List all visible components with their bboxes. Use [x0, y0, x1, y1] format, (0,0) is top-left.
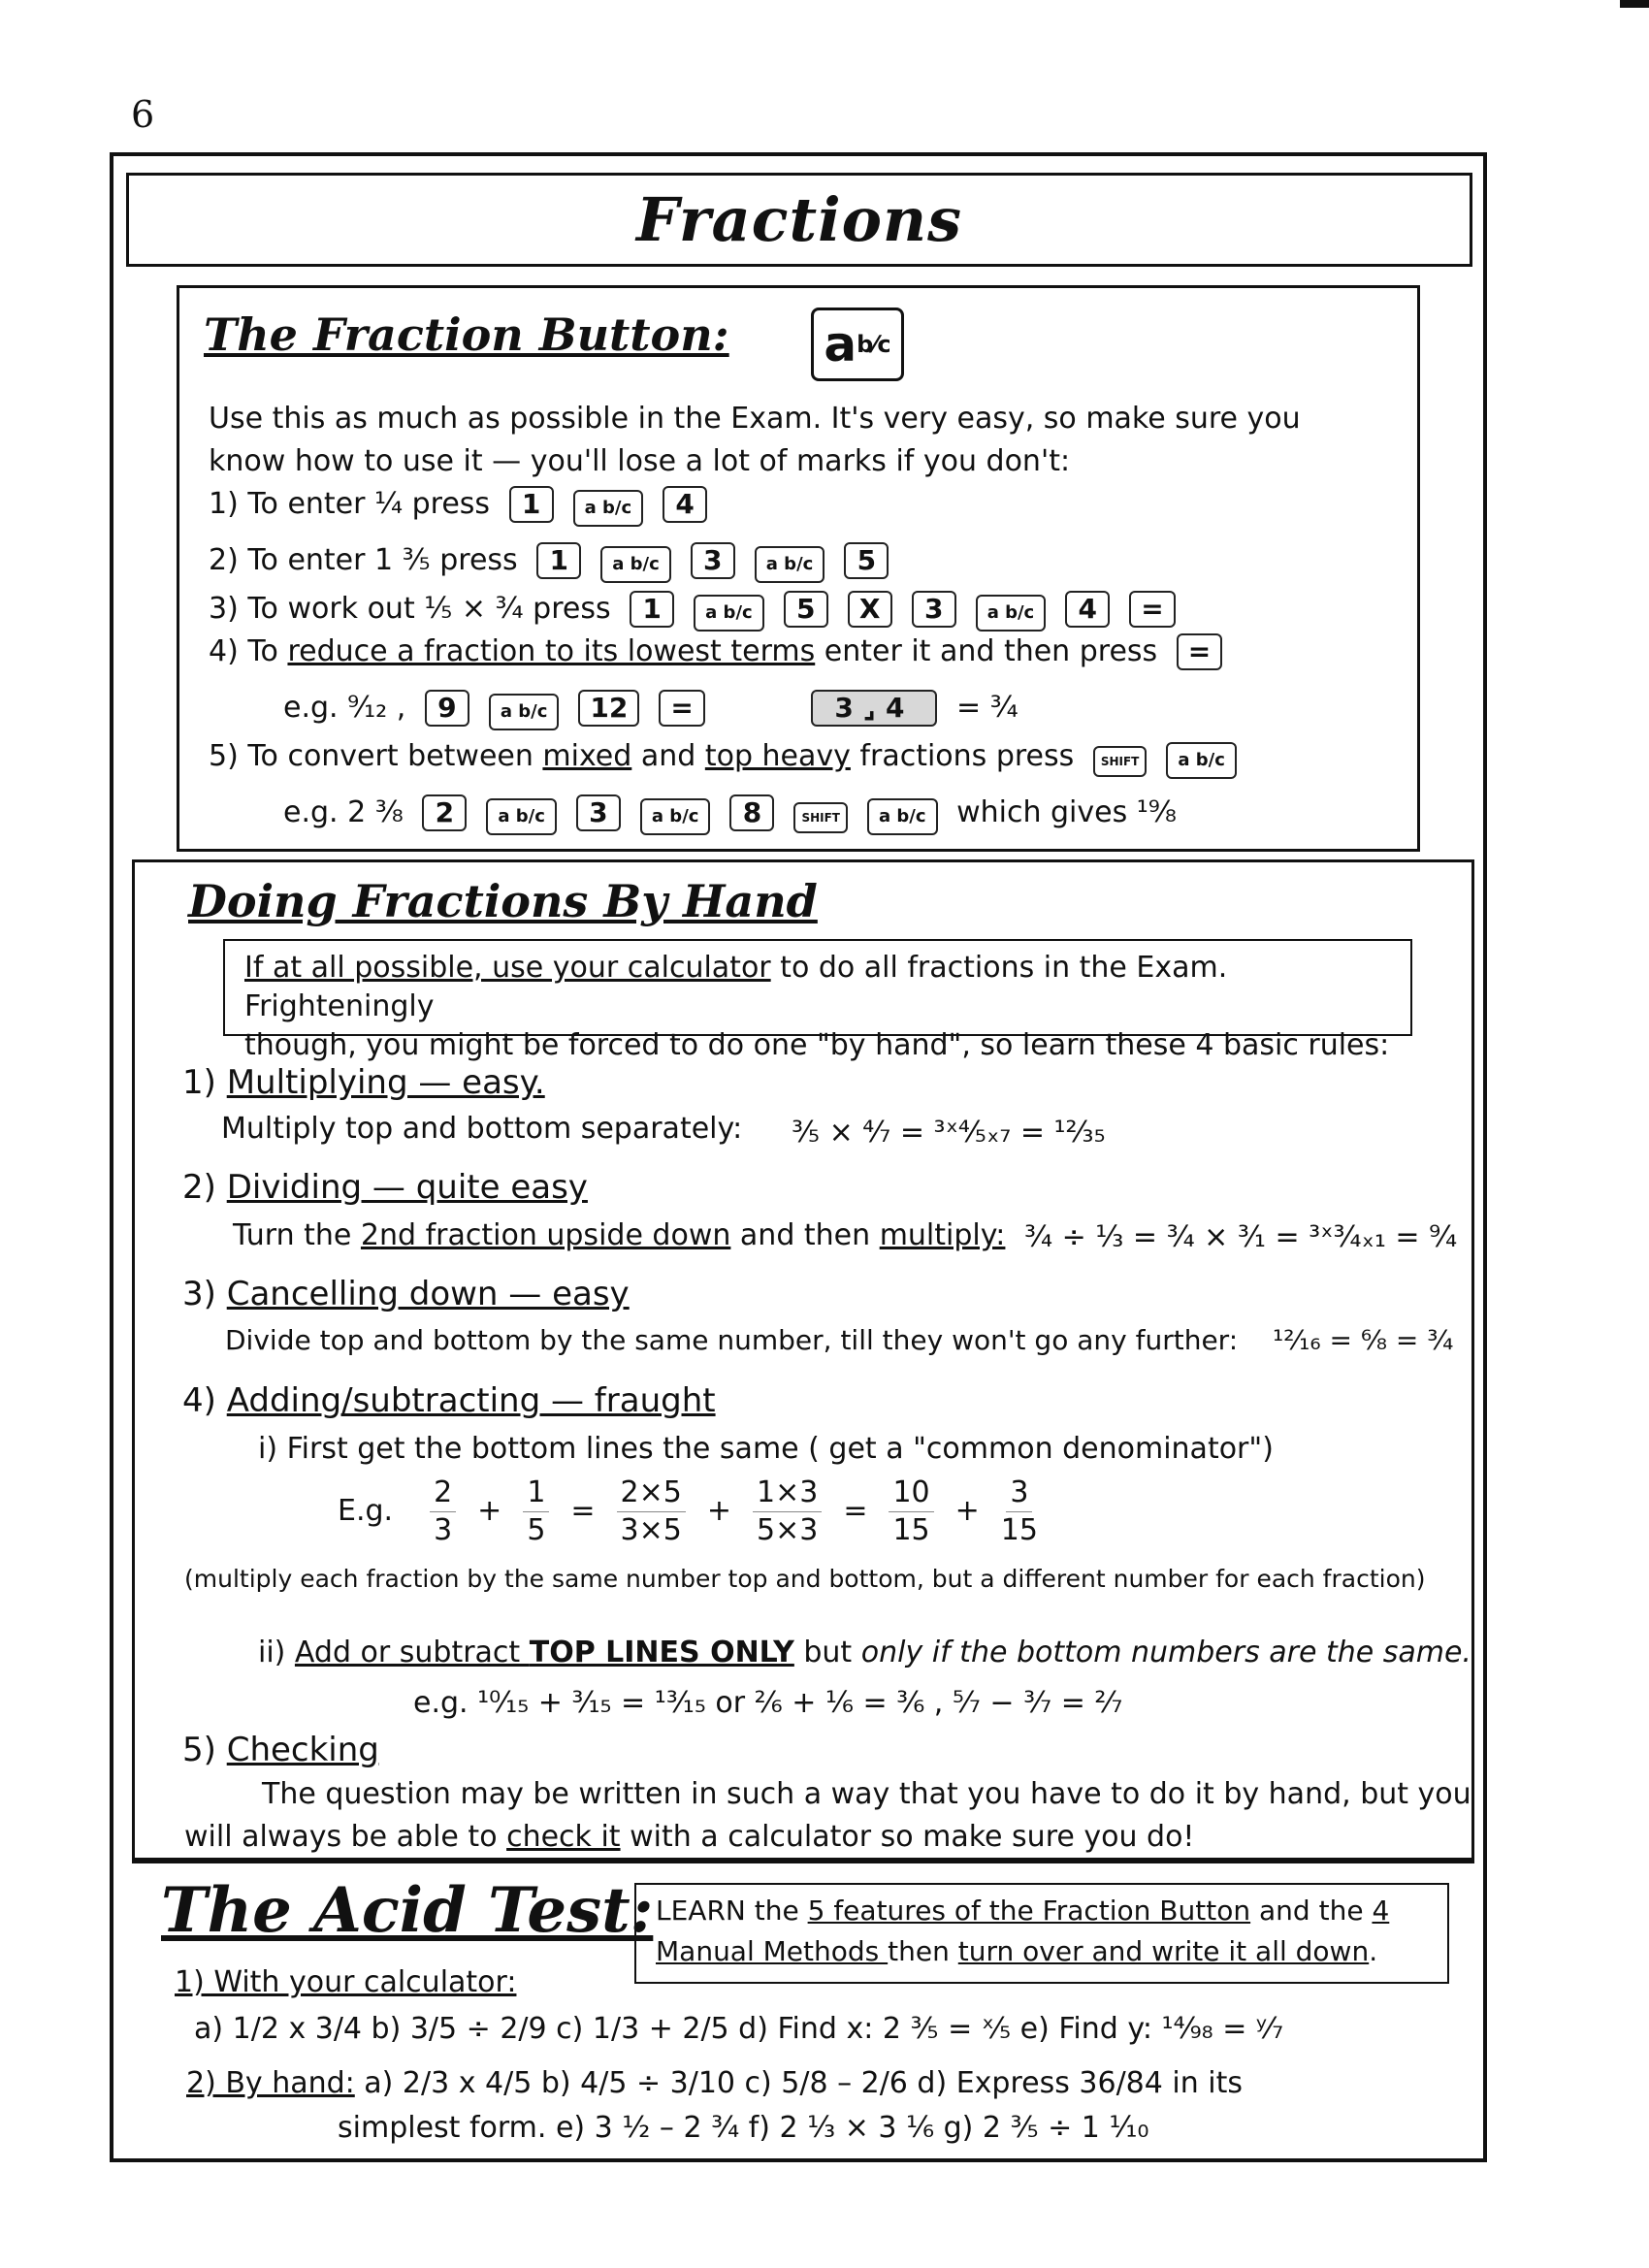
rule-checking-line-2: will always be able to check it with a calculator so make sure you do!	[184, 1820, 1195, 1854]
key-3: 3	[691, 542, 735, 579]
key-12: 12	[578, 690, 639, 727]
fraction: $\frac{2}{3}$	[430, 1474, 456, 1548]
fraction-key-icon: a b⁄c	[811, 308, 904, 381]
example-4: e.g. ⁹⁄₁₂ , 9 a b/c 12 = 3⌟4 = ¾	[283, 687, 1018, 730]
key-fraction: a b/c	[640, 798, 711, 835]
rule-adding-note: (multiply each fraction by the same number top and bottom, but a different number for each fraction)	[184, 1565, 1426, 1593]
key-1: 1	[509, 486, 554, 523]
fraction: $\frac{2\times 5}{3\times 5}$	[617, 1474, 686, 1548]
rule-dividing: 2) Dividing — quite easy	[182, 1168, 588, 1207]
rule-adding-step-i: i) First get the bottom lines the same ( get a "common denominator")	[258, 1432, 1274, 1466]
key-fraction: a b/c	[755, 546, 825, 583]
fraction: $\frac{3}{15}$	[1000, 1475, 1038, 1547]
title-box	[126, 173, 1472, 267]
key-9: 9	[425, 690, 469, 727]
common-denominator-example: E.g. $\frac{2}{3}$ + $\frac{1}{5}$ = $\frac{2\times 5}{3\times 5}$ + $\frac{1\times 3}{5\times 3}$ = $\frac{10}{15}$ + $\frac{3}{15}$	[338, 1475, 1038, 1547]
scan-edge-mark	[1620, 0, 1649, 8]
example-5: e.g. 2 ³⁄₈ 2 a b/c 3 a b/c 8 SHIFT a b/c which gives ¹⁹⁄₈	[283, 792, 1177, 835]
key-2: 2	[422, 794, 467, 831]
q1-items: a) 1/2 x 3/4 b) 3/5 ÷ 2/9 c) 1/3 + 2/5 d) Find x: 2 ³⁄₅ = ˣ⁄₅ e) Find y: ¹⁴⁄₉₈ = ʸ⁄₇	[194, 2012, 1284, 2046]
fraction-button-heading: The Fraction Button:	[204, 308, 729, 361]
step-4: 4) To reduce a fraction to its lowest terms enter it and then press =	[209, 631, 1232, 673]
q1-label: 1) With your calculator:	[175, 1965, 517, 1999]
key-3: 3	[912, 591, 956, 628]
key-fraction: a b/c	[489, 694, 560, 730]
key-fraction: a b/c	[1166, 742, 1237, 779]
rule-multiplying-desc: Multiply top and bottom separately:	[221, 1112, 743, 1146]
intro-line-2: know how to use it — you'll lose a lot of marks if you don't:	[209, 444, 1071, 478]
key-4: 4	[663, 486, 707, 523]
page-title: Fractions	[635, 184, 963, 255]
rule-checking-line-1: The question may be written in such a way that you have to do it by hand, but you	[262, 1777, 1471, 1811]
key-times: X	[848, 591, 892, 628]
rule-multiplying-formula: ³⁄₅ × ⁴⁄₇ = ³ˣ⁴⁄₅ₓ₇ = ¹²⁄₃₅	[792, 1116, 1106, 1150]
key-3: 3	[576, 794, 621, 831]
key-4: 4	[1065, 591, 1110, 628]
key-equals: =	[1177, 633, 1222, 670]
key-fraction: a b/c	[976, 595, 1047, 632]
step-1: 1) To enter ¼ press 1 a b/c 4	[209, 483, 717, 527]
rule-dividing-desc: Turn the 2nd fraction upside down and then multiply:	[233, 1218, 1006, 1252]
rule-cancelling-desc: Divide top and bottom by the same number, till they won't go any further:	[225, 1324, 1239, 1356]
step-2: 2) To enter 1 ³⁄₅ press 1 a b/c 3 a b/c 5	[209, 539, 898, 583]
q2-line-1: 2) By hand: a) 2/3 x 4/5 b) 4/5 ÷ 3/10 c) 5/8 – 2/6 d) Express 36/84 in its	[186, 2066, 1243, 2100]
acid-test-heading: The Acid Test:	[161, 1874, 654, 1947]
rule-adding: 4) Adding/subtracting — fraught	[182, 1381, 716, 1420]
key-fraction: a b/c	[486, 798, 557, 835]
fraction: $\frac{1}{5}$	[523, 1474, 549, 1548]
page-number: 6	[131, 93, 155, 136]
rule-checking: 5) Checking	[182, 1731, 379, 1769]
calculator-display: 3⌟4	[811, 690, 937, 727]
key-1: 1	[536, 542, 581, 579]
rule-cancelling-formula: ¹²⁄₁₆ = ⁶⁄₈ = ¾	[1273, 1324, 1454, 1356]
key-5: 5	[844, 542, 889, 579]
rule-adding-example-2: e.g. ¹⁰⁄₁₅ + ³⁄₁₅ = ¹³⁄₁₅ or ²⁄₆ + ⅙ = ³⁄₆ , ⁵⁄₇ − ³⁄₇ = ²⁄₇	[413, 1686, 1123, 1720]
learn-box: LEARN the 5 features of the Fraction Button and the 4 Manual Methods then turn over and write it all down.	[634, 1883, 1449, 1984]
key-fraction: a b/c	[694, 595, 764, 632]
key-fraction: a b/c	[600, 546, 671, 583]
key-fraction: a b/c	[867, 798, 938, 835]
step-3: 3) To work out ⅕ × ¾ press 1 a b/c 5 X 3 a b/c 4 =	[209, 588, 1185, 632]
step-5: 5) To convert between mixed and top heavy fractions press SHIFT a b/c	[209, 735, 1246, 779]
key-equals: =	[659, 690, 704, 727]
calculator-advice-box: If at all possible, use your calculator to do all fractions in the Exam. Frighteningly though, you might be forced to do one "by hand", so learn these 4 basic rules:	[223, 939, 1412, 1036]
fraction: $\frac{1\times 3}{5\times 3}$	[753, 1474, 822, 1548]
rule-dividing-formula: ¾ ÷ ⅓ = ¾ × ³⁄₁ = ³ˣ³⁄₄ₓ₁ = ⁹⁄₄	[1024, 1220, 1458, 1254]
rule-multiplying: 1) Multiplying — easy.	[182, 1063, 545, 1102]
key-shift: SHIFT	[793, 802, 848, 833]
key-8: 8	[729, 794, 774, 831]
key-shift: SHIFT	[1093, 746, 1148, 777]
key-1: 1	[630, 591, 674, 628]
q2-line-2: simplest form. e) 3 ½ – 2 ¾ f) 2 ⅓ × 3 ⅙ g) 2 ³⁄₅ ÷ 1 ⅒	[338, 2111, 1149, 2145]
rule-cancelling: 3) Cancelling down — easy	[182, 1275, 630, 1313]
rule-adding-step-ii: ii) Add or subtract TOP LINES ONLY but only if the bottom numbers are the same.	[258, 1636, 1471, 1669]
intro-line-1: Use this as much as possible in the Exam. It's very easy, so make sure you	[209, 402, 1301, 436]
key-fraction: a b/c	[573, 490, 644, 527]
fraction: $\frac{10}{15}$	[889, 1474, 933, 1548]
by-hand-heading: Doing Fractions By Hand	[188, 875, 818, 927]
key-5: 5	[784, 591, 828, 628]
key-equals: =	[1129, 591, 1175, 628]
